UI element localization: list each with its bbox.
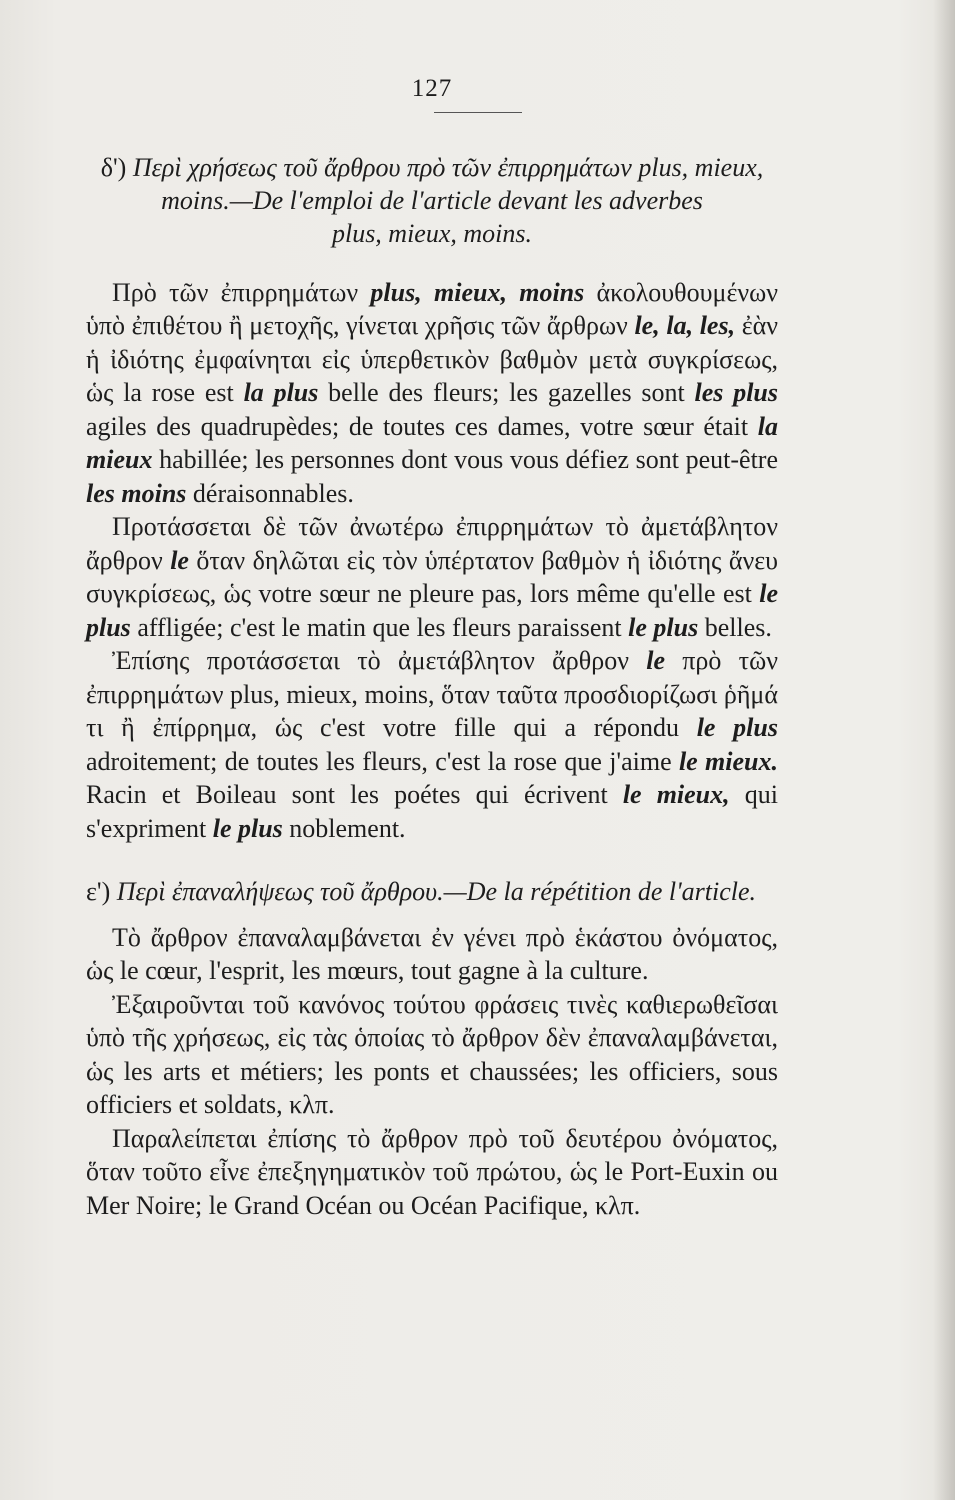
paragraph-2: Προτάσσεται δὲ τῶν ἀνωτέρω ἐπιρρημάτων τὸ ἀμετάβλητον ἄρθρον le ὅταν δηλῶται εἰς τὸν ὑπέρτατον βαθμὸν ἡ ἰδιότης ἄνευ συγκρίσεως, ὡς votre sœur ne pleure pas, lors même qu'elle est le plus affligée; c'est le matin que les fleurs paraissent le plus belles. <box>86 512 778 642</box>
section-e-heading <box>86 875 778 909</box>
header-rule <box>434 112 522 113</box>
paragraph-3: Ἐπίσης προτάσσεται τὸ ἀμετάβλητον ἄρθρον le πρὸ τῶν ἐπιρρημάτων plus, mieux, moins, ὅταν ταῦτα προσδιορίζωσι ῥῆμά τι ἢ ἐπίρρημα, ὡς c'est votre fille qui a répondu le plus adroitement; de toutes les fleurs, c'est la rose que j'aime le mieux. Racin et Boileau sont les poétes qui écrivent le mieux, qui s'expriment le plus noblement. <box>86 646 778 843</box>
paragraph-1: Πρὸ τῶν ἐπιρρημάτων plus, mieux, moins ἀκολουθουμένων ὑπὸ ἐπιθέτου ἢ μετοχῆς, γίνεται χρῆσις τῶν ἄρθρων le, la, les, ἐὰν ἡ ἰδιότης ἐμφαίνηται εἰς ὑπερθετικὸν βαθμὸν μετὰ συγκρίσεως, ὡς la rose est la plus belle des fleurs; les gazelles sont les plus agiles des quadrupèdes; de toutes ces dames, votre sœur était la mieux habillée; les personnes dont vous vous défiez sont peut-être les moins déraisonnables. <box>86 277 779 508</box>
section-d-label: δ') <box>100 152 127 182</box>
section-e-label: ε') <box>86 877 111 906</box>
page-number: 127 <box>411 75 453 102</box>
section-d-heading <box>86 151 778 250</box>
section-d-heading-line2: moins.—De l'emploi de l'article devant les adverbes <box>161 185 703 215</box>
paragraph-4: Τὸ ἄρθρον ἐπαναλαμβάνεται ἐν γένει πρὸ ἑκάστου ὀνόματος, ὡς le cœur, l'esprit, les mœurs, tout gagne à la culture. <box>86 922 778 985</box>
section-e-heading-text: Περὶ ἐπαναλήψεως τοῦ ἄρθρου.—De la répétition de l'article. <box>116 877 757 906</box>
section-d-heading-line1: Περὶ χρήσεως τοῦ ἄρθρου πρὸ τῶν ἐπιρρημάτων plus, mieux, <box>132 152 764 182</box>
section-d-heading-line3: plus, mieux, moins. <box>331 218 533 248</box>
paragraph-6: Παραλείπεται ἐπίσης τὸ ἄρθρον πρὸ τοῦ δευτέρου ὀνόματος, ὅταν τοῦτο εἶνε ἐπεξηγηματικὸν τοῦ πρώτου, ὡς le Port-Euxin ou Mer Noire; le Grand Océan ou Océan Pacifique, κλπ. <box>86 1123 778 1220</box>
paragraph-5: Ἐξαιροῦνται τοῦ κανόνος τούτου φράσεις τινὲς καθιερωθεῖσαι ὑπὸ τῆς χρήσεως, εἰς τὰς ὁποίας τὸ ἄρθρον δὲν ἐπαναλαμβάνεται, ὡς les arts et métiers; les ponts et chaussées; les officiers, sous officiers et soldats, κλπ. <box>86 989 778 1119</box>
page-text <box>86 70 778 1222</box>
page-spine-shadow <box>933 0 955 1500</box>
